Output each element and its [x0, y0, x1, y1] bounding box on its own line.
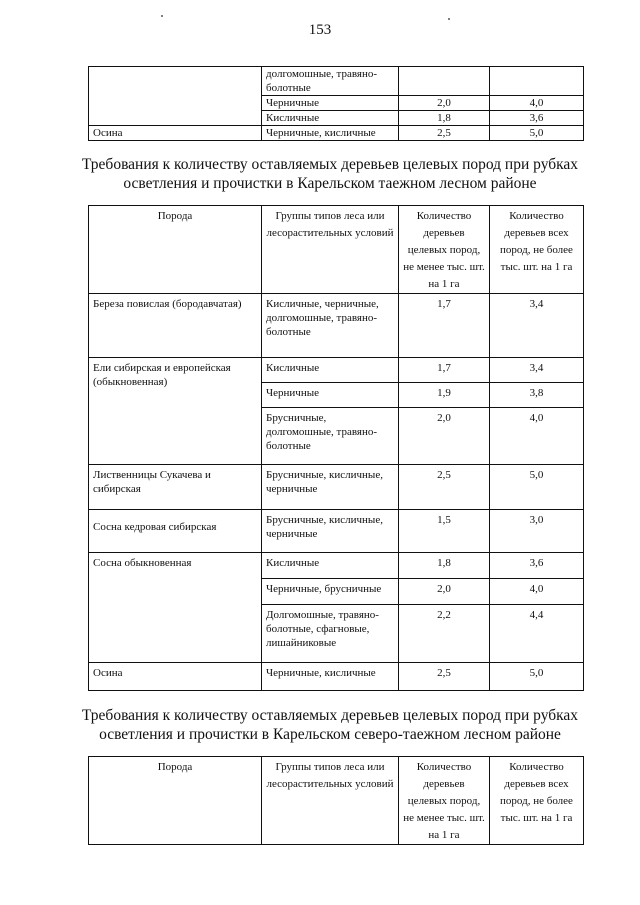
- min-count-cell: 2,2: [399, 605, 490, 663]
- table-row: [89, 553, 584, 579]
- table-header-row: [89, 757, 584, 845]
- min-count-cell: [399, 67, 490, 96]
- forest-group-cell: Брусничные, кисличные, черничные: [262, 510, 399, 553]
- requirements-table-taiga: [88, 205, 584, 691]
- table-row: [89, 294, 584, 358]
- max-count-cell: 5,0: [490, 126, 584, 141]
- table-row: [89, 465, 584, 510]
- section-heading-north-taiga: Требования к количеству оставляемых деревьев целевых пород при рубках осветления и прочистки в Карельском северо-таежном лесном районе: [81, 707, 579, 743]
- min-count-cell: 2,5: [399, 126, 490, 141]
- max-count-cell: 4,0: [490, 579, 584, 605]
- table-row: [89, 663, 584, 691]
- forest-group-cell: Кисличные: [262, 553, 399, 579]
- species-cell: Осина: [89, 663, 262, 691]
- header-max-count: Количество деревьев всех пород, не более тыс. шт. на 1 га: [490, 206, 584, 294]
- max-count-cell: 5,0: [490, 663, 584, 691]
- scan-speck: [161, 15, 163, 17]
- max-count-cell: 3,6: [490, 553, 584, 579]
- species-cell: Лиственницы Сукачева и сибирская: [89, 465, 262, 510]
- header-min-count: Количество деревьев целевых пород, не менее тыс. шт. на 1 га: [399, 206, 490, 294]
- max-count-cell: 3,8: [490, 383, 584, 408]
- header-min-count: Количество деревьев целевых пород, не менее тыс. шт. на 1 га: [399, 757, 490, 845]
- min-count-cell: 2,5: [399, 465, 490, 510]
- header-max-count: Количество деревьев всех пород, не более тыс. шт. на 1 га: [490, 757, 584, 845]
- continuation-table: [88, 66, 584, 141]
- min-count-cell: 2,0: [399, 408, 490, 465]
- forest-group-cell: Долгомошные, травяно-болотные, сфагновые, лишайниковые: [262, 605, 399, 663]
- max-count-cell: 4,0: [490, 96, 584, 111]
- max-count-cell: 4,0: [490, 408, 584, 465]
- table-row: [89, 126, 584, 141]
- table-row: [89, 510, 584, 553]
- min-count-cell: 2,0: [399, 96, 490, 111]
- header-forest-group: Группы типов леса или лесорастительных условий: [262, 757, 399, 845]
- section-heading-taiga: Требования к количеству оставляемых деревьев целевых пород при рубках осветления и прочистки в Карельском таежном лесном районе: [81, 156, 579, 192]
- species-cell: Ели сибирская и европейская (обыкновенная): [89, 358, 262, 465]
- min-count-cell: 1,7: [399, 294, 490, 358]
- max-count-cell: 3,4: [490, 294, 584, 358]
- table-row: [89, 358, 584, 383]
- header-forest-group: Группы типов леса или лесорастительных условий: [262, 206, 399, 294]
- forest-group-cell: Кисличные, черничные, долгомошные, травяно-болотные: [262, 294, 399, 358]
- forest-group-cell: Черничные, брусничные: [262, 579, 399, 605]
- page-number: 153: [308, 22, 332, 38]
- forest-group-cell: Черничные, кисличные: [262, 663, 399, 691]
- species-cell: Береза повислая (бородавчатая): [89, 294, 262, 358]
- forest-group-cell: Брусничные, долгомошные, травяно-болотные: [262, 408, 399, 465]
- max-count-cell: 3,6: [490, 111, 584, 126]
- table-header-row: [89, 206, 584, 294]
- forest-group-cell: Кисличные: [262, 358, 399, 383]
- forest-group-cell: Черничные: [262, 383, 399, 408]
- min-count-cell: 1,8: [399, 553, 490, 579]
- header-species: Порода: [89, 206, 262, 294]
- forest-group-cell: Брусничные, кисличные, черничные: [262, 465, 399, 510]
- table-row: [89, 67, 584, 96]
- max-count-cell: 3,4: [490, 358, 584, 383]
- min-count-cell: 1,9: [399, 383, 490, 408]
- max-count-cell: [490, 67, 584, 96]
- species-cell: Осина: [89, 126, 262, 141]
- min-count-cell: 1,7: [399, 358, 490, 383]
- min-count-cell: 2,0: [399, 579, 490, 605]
- forest-group-cell: Черничные, кисличные: [262, 126, 399, 141]
- min-count-cell: 1,5: [399, 510, 490, 553]
- forest-group-cell: долгомошные, травяно-болотные: [262, 67, 399, 96]
- forest-group-cell: Кисличные: [262, 111, 399, 126]
- max-count-cell: 4,4: [490, 605, 584, 663]
- max-count-cell: 5,0: [490, 465, 584, 510]
- min-count-cell: 1,8: [399, 111, 490, 126]
- max-count-cell: 3,0: [490, 510, 584, 553]
- header-species: Порода: [89, 757, 262, 845]
- species-cell: [89, 67, 262, 126]
- species-cell: Сосна кедровая сибирская: [89, 510, 262, 553]
- min-count-cell: 2,5: [399, 663, 490, 691]
- forest-group-cell: Черничные: [262, 96, 399, 111]
- scan-speck: [448, 18, 450, 20]
- species-cell: Сосна обыкновенная: [89, 553, 262, 663]
- requirements-table-north-taiga: [88, 756, 584, 845]
